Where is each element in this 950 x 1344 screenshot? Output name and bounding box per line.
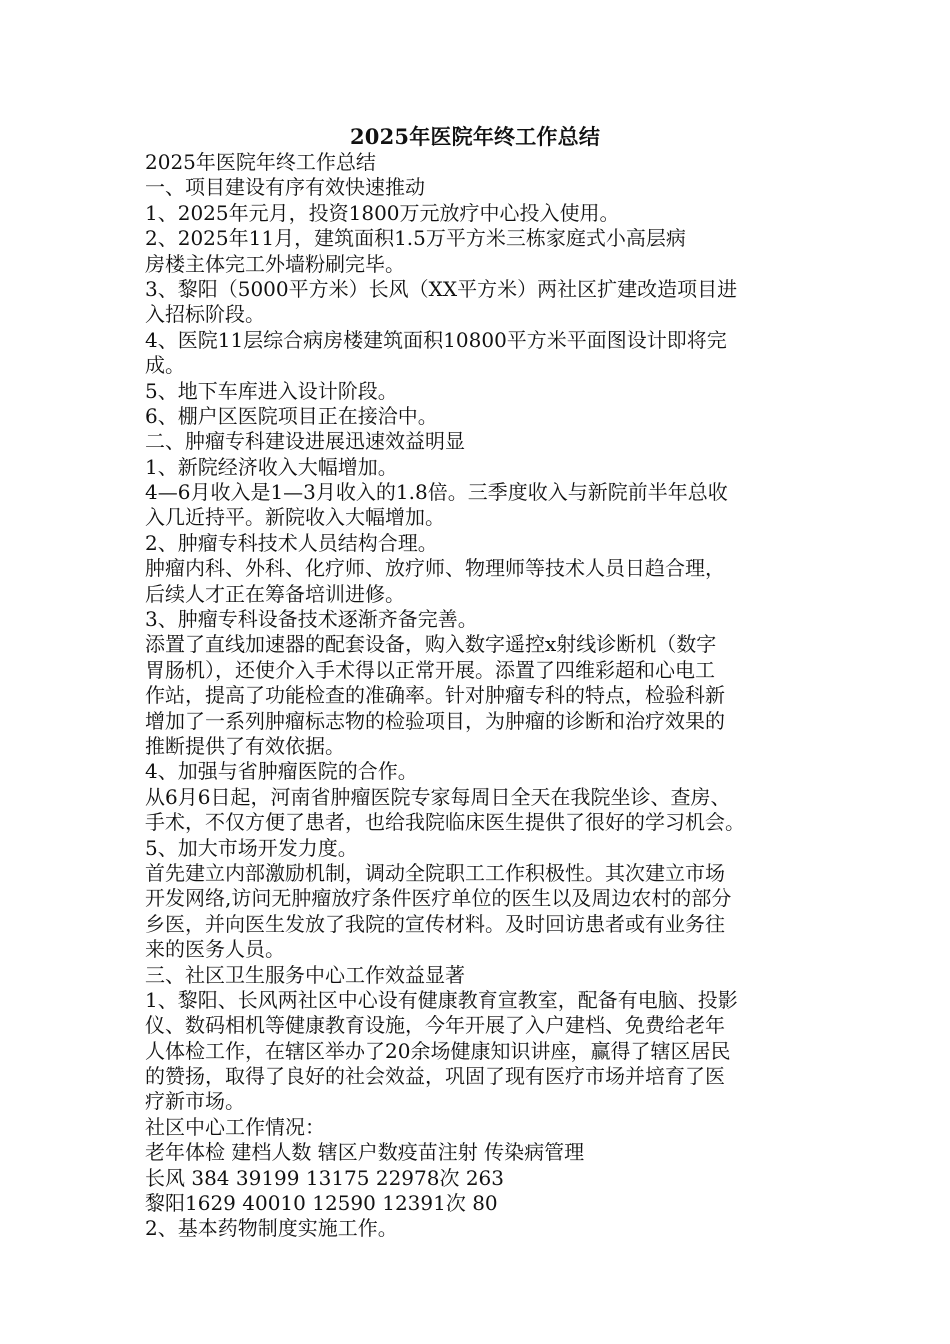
- body-line: 入招标阶段。: [145, 302, 265, 327]
- body-line: 增加了一系列肿瘤标志物的检验项目，为肿瘤的诊断和治疗效果的: [145, 708, 725, 733]
- body-line: 胃肠机），还使介入手术得以正常开展。添置了四维彩超和心电工: [145, 657, 715, 682]
- body-line: 乡医，并向医生发放了我院的宣传材料。及时回访患者或有业务往: [145, 911, 725, 936]
- body-line: 老年体检 建档人数 辖区户数疫苗注射 传染病管理: [145, 1140, 585, 1165]
- body-line: 2025年医院年终工作总结: [145, 150, 376, 174]
- body-line: 1、2025年元月，投资1800万元放疗中心投入使用。: [145, 200, 620, 225]
- document-title: 2025年医院年终工作总结: [349, 124, 601, 149]
- body-line: 肿瘤内科、外科、化疗师、放疗师、物理师等技术人员日趋合理，: [145, 556, 725, 581]
- body-line: 添置了直线加速器的配套设备，购入数字遥控x射线诊断机（数字: [145, 632, 717, 657]
- body-line: 5、加大市场开发力度。: [145, 835, 358, 860]
- body-line: 成。: [145, 353, 185, 378]
- body-line: 4—6月收入是1—3月收入的1.8倍。三季度收入与新院前半年总收: [145, 480, 728, 505]
- body-line: 首先建立内部激励机制，调动全院职工工作积极性。其次建立市场: [145, 860, 725, 885]
- document-body: [145, 150, 815, 1242]
- body-line: 作站，提高了功能检查的准确率。针对肿瘤专科的特点，检验科新: [145, 683, 725, 708]
- body-line: 入几近持平。新院收入大幅增加。: [145, 505, 445, 530]
- body-line: 2、2025年11月，建筑面积1.5万平方米三栋家庭式小高层病: [145, 226, 686, 251]
- body-line: 后续人才正在筹备培训进修。: [145, 581, 405, 606]
- body-line: 人体检工作，在辖区举办了20余场健康知识讲座，赢得了辖区居民: [145, 1038, 731, 1063]
- body-line: 的赞扬，取得了良好的社会效益，巩固了现有医疗市场并培育了医: [145, 1064, 725, 1089]
- body-line: 来的医务人员。: [145, 937, 285, 962]
- body-line: 4、加强与省肿瘤医院的合作。: [145, 759, 418, 784]
- body-line: 一、项目建设有序有效快速推动: [145, 175, 425, 200]
- body-line: 3、黎阳（5000平方米）长风（XX平方米）两社区扩建改造项目进: [145, 276, 738, 301]
- body-line: 从6月6日起，河南省肿瘤医院专家每周日全天在我院坐诊、查房、: [145, 784, 731, 809]
- body-line: 4、医院11层综合病房楼建筑面积10800平方米平面图设计即将完: [145, 327, 727, 352]
- body-line: 2、肿瘤专科技术人员结构合理。: [145, 530, 438, 555]
- body-line: 2、基本药物制度实施工作。: [145, 1216, 398, 1241]
- body-line: 长风 384 39199 13175 22978次 263: [145, 1165, 505, 1190]
- body-line: 推断提供了有效依据。: [145, 733, 345, 758]
- body-line: 5、地下车库进入设计阶段。: [145, 378, 398, 403]
- body-line: 三、社区卫生服务中心工作效益显著: [145, 962, 465, 987]
- body-line: 1、新院经济收入大幅增加。: [145, 454, 398, 479]
- body-line: 手术，不仅方便了患者，也给我院临床医生提供了很好的学习机会。: [145, 810, 745, 835]
- body-line: 仪、数码相机等健康教育设施，今年开展了入户建档、免费给老年: [145, 1013, 725, 1038]
- body-line: 3、肿瘤专科设备技术逐渐齐备完善。: [145, 607, 478, 632]
- body-line: 二、肿瘤专科建设进展迅速效益明显: [145, 429, 465, 454]
- body-line: 疗新市场。: [145, 1089, 245, 1114]
- body-line: 房楼主体完工外墙粉刷完毕。: [145, 251, 405, 276]
- body-line: 社区中心工作情况：: [145, 1114, 325, 1139]
- body-line: 黎阳1629 40010 12590 12391次 80: [145, 1191, 498, 1216]
- body-line: 开发网络,访问无肿瘤放疗条件医疗单位的医生以及周边农村的部分: [145, 886, 732, 911]
- body-line: 6、棚户区医院项目正在接洽中。: [145, 403, 438, 428]
- body-line: 1、黎阳、长风两社区中心设有健康教育宣教室，配备有电脑、投影: [145, 987, 738, 1012]
